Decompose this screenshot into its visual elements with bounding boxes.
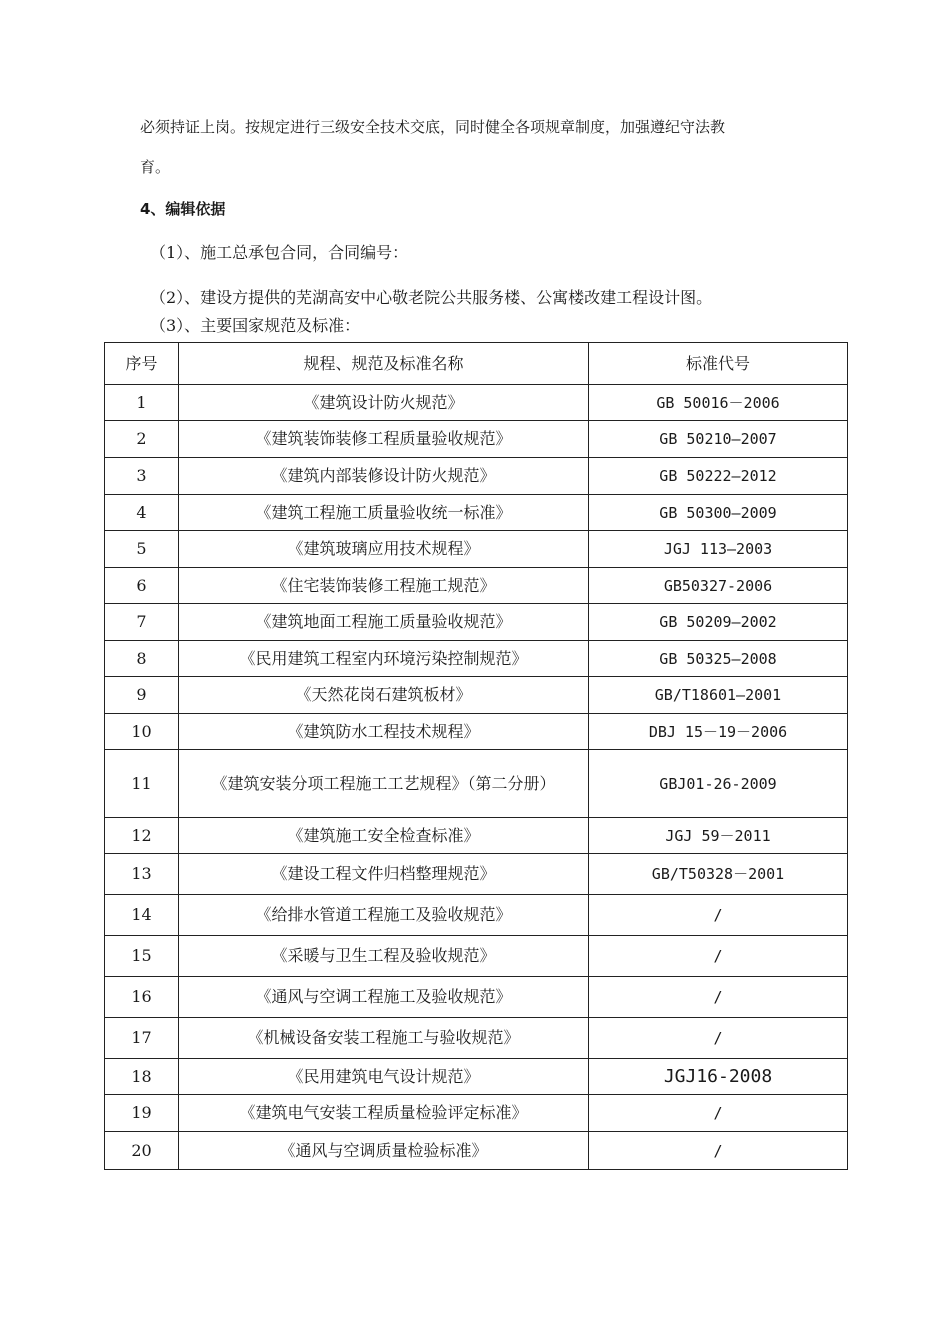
table-row <box>105 895 848 936</box>
table-row <box>105 714 848 750</box>
table-row <box>105 818 848 854</box>
standard-name: 《通风与空调工程施工及验收规范》 <box>179 977 589 1018</box>
standards-table <box>104 342 848 1170</box>
row-number: 8 <box>105 641 179 677</box>
row-number: 14 <box>105 895 179 936</box>
standard-code: JGJ16-2008 <box>589 1059 848 1095</box>
standard-code: GB 50300—2009 <box>589 495 848 531</box>
standard-name: 《采暖与卫生工程及验收规范》 <box>179 936 589 977</box>
table-header-row <box>105 343 848 385</box>
table-row <box>105 385 848 421</box>
row-number: 3 <box>105 458 179 495</box>
row-number: 16 <box>105 977 179 1018</box>
standard-name: 《建筑装饰装修工程质量验收规范》 <box>179 421 589 458</box>
standard-name: 《住宅装饰装修工程施工规范》 <box>179 568 589 604</box>
header-code: 标准代号 <box>589 343 848 385</box>
row-number: 9 <box>105 677 179 714</box>
standard-name: 《建筑设计防火规范》 <box>179 385 589 421</box>
row-number: 5 <box>105 531 179 568</box>
basis-item-1: （1）、施工总承包合同，合同编号： <box>150 243 409 262</box>
row-number: 4 <box>105 495 179 531</box>
standard-code: / <box>589 977 848 1018</box>
standard-name: 《通风与空调质量检验标准》 <box>179 1132 589 1170</box>
row-number: 13 <box>105 854 179 895</box>
table-row <box>105 977 848 1018</box>
table-row <box>105 495 848 531</box>
standard-name: 《建筑防水工程技术规程》 <box>179 714 589 750</box>
standard-code: GB50327-2006 <box>589 568 848 604</box>
header-no: 序号 <box>105 343 179 385</box>
standard-code: / <box>589 1132 848 1170</box>
row-number: 19 <box>105 1095 179 1132</box>
row-number: 2 <box>105 421 179 458</box>
row-number: 10 <box>105 714 179 750</box>
table-row <box>105 854 848 895</box>
row-number: 20 <box>105 1132 179 1170</box>
table-row <box>105 531 848 568</box>
table-row <box>105 750 848 818</box>
standard-code: / <box>589 1018 848 1059</box>
body-text-line-1: 必须持证上岗。按规定进行三级安全技术交底，同时健全各项规章制度，加强遵纪守法教 <box>140 118 726 136</box>
standard-name: 《建筑施工安全检查标准》 <box>179 818 589 854</box>
standard-code: JGJ 59－2011 <box>589 818 848 854</box>
table-row <box>105 677 848 714</box>
header-name: 规程、规范及标准名称 <box>179 343 589 385</box>
section-heading: 4、编辑依据 <box>140 200 226 218</box>
standard-name: 《民用建筑工程室内环境污染控制规范》 <box>179 641 589 677</box>
table-row <box>105 1095 848 1132</box>
table-row <box>105 421 848 458</box>
standard-code: / <box>589 895 848 936</box>
table-row <box>105 1132 848 1170</box>
standard-name: 《建筑内部装修设计防火规范》 <box>179 458 589 495</box>
table-row <box>105 936 848 977</box>
table-row <box>105 1018 848 1059</box>
standard-code: GBJ01-26-2009 <box>589 750 848 818</box>
row-number: 18 <box>105 1059 179 1095</box>
standard-name: 《建筑玻璃应用技术规程》 <box>179 531 589 568</box>
basis-item-3: （3）、主要国家规范及标准： <box>150 316 361 335</box>
table-row <box>105 568 848 604</box>
standard-name: 《建设工程文件归档整理规范》 <box>179 854 589 895</box>
body-text-line-2: 育。 <box>140 158 171 176</box>
standard-name: 《天然花岗石建筑板材》 <box>179 677 589 714</box>
table-row <box>105 1059 848 1095</box>
row-number: 11 <box>105 750 179 818</box>
table-row <box>105 641 848 677</box>
standard-code: / <box>589 1095 848 1132</box>
standard-code: GB 50325—2008 <box>589 641 848 677</box>
table-row <box>105 604 848 641</box>
row-number: 12 <box>105 818 179 854</box>
standard-name: 《给排水管道工程施工及验收规范》 <box>179 895 589 936</box>
standard-name: 《建筑地面工程施工质量验收规范》 <box>179 604 589 641</box>
standard-code: GB/T18601—2001 <box>589 677 848 714</box>
row-number: 7 <box>105 604 179 641</box>
standard-code: / <box>589 936 848 977</box>
standard-name: 《建筑电气安装工程质量检验评定标准》 <box>179 1095 589 1132</box>
standard-code: GB/T50328－2001 <box>589 854 848 895</box>
row-number: 6 <box>105 568 179 604</box>
standard-code: GB 50016－2006 <box>589 385 848 421</box>
row-number: 15 <box>105 936 179 977</box>
row-number: 17 <box>105 1018 179 1059</box>
standard-name: 《建筑工程施工质量验收统一标准》 <box>179 495 589 531</box>
standard-name: 《建筑安装分项工程施工工艺规程》（第二分册） <box>179 750 589 818</box>
basis-item-2: （2）、建设方提供的芜湖高安中心敬老院公共服务楼、公寓楼改建工程设计图。 <box>150 288 713 307</box>
standard-name: 《民用建筑电气设计规范》 <box>179 1059 589 1095</box>
table-row <box>105 458 848 495</box>
standard-code: JGJ 113—2003 <box>589 531 848 568</box>
row-number: 1 <box>105 385 179 421</box>
standard-name: 《机械设备安装工程施工与验收规范》 <box>179 1018 589 1059</box>
standard-code: GB 50209—2002 <box>589 604 848 641</box>
standard-code: GB 50210—2007 <box>589 421 848 458</box>
standard-code: GB 50222—2012 <box>589 458 848 495</box>
standard-code: DBJ 15－19－2006 <box>589 714 848 750</box>
